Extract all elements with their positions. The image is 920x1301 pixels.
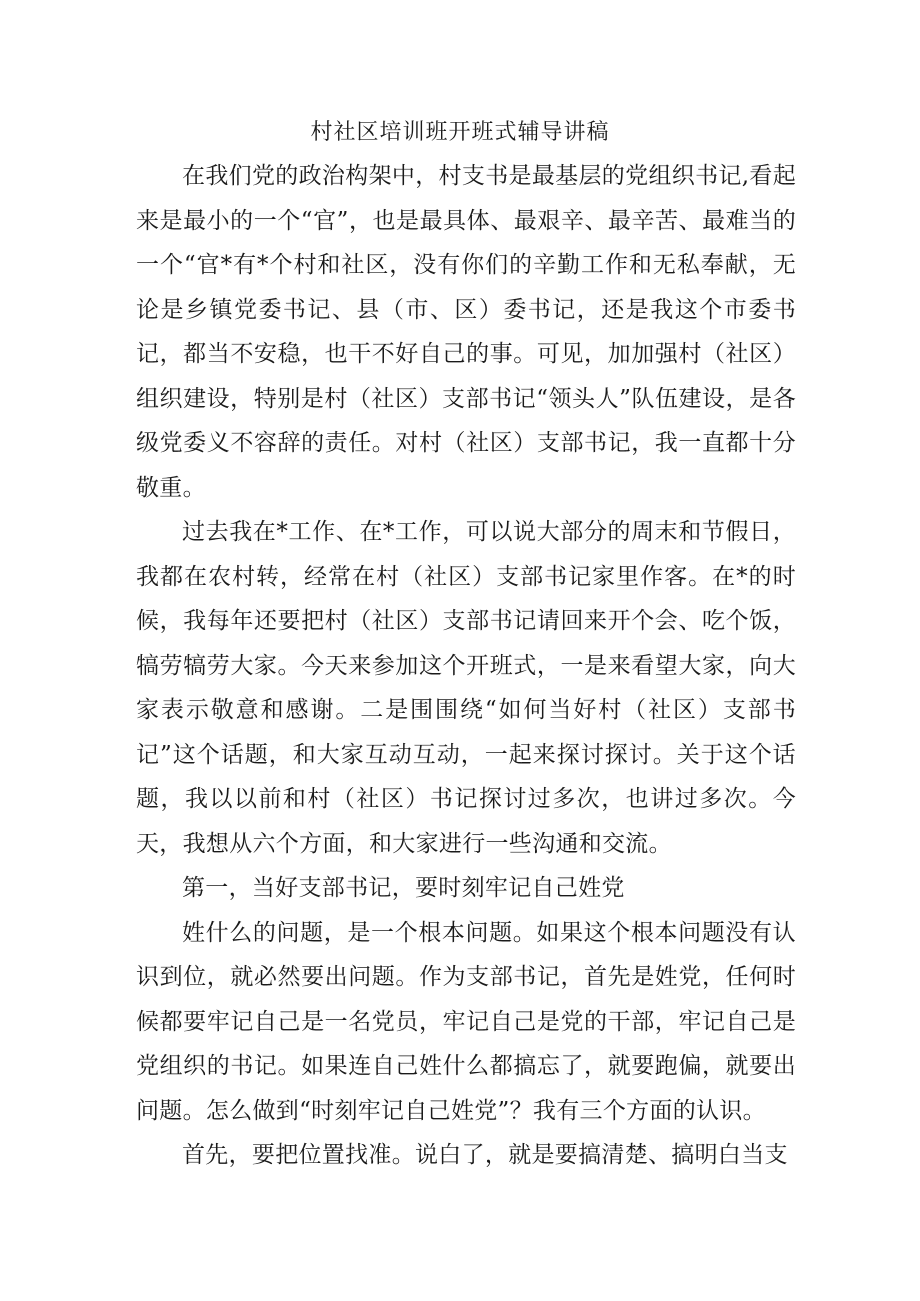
document-title: 村社区培训班开班式辅导讲稿	[310, 120, 610, 145]
paragraph-past-work: 过去我在*工作、在*工作，可以说大部分的周末和节假日，我都在农村转，经常在村（社区）支部书记家里作客。在*的时候，我每年还要把村（社区）支部书记请回来开个会、吃个饭，犒劳犒劳大家。今天来参加这个开班式，一是来看望大家，向大家表示敬意和感谢。二是围围绕“如何当好村（社区）支部书记”这个话题，和大家互动互动，一起来探讨探讨。关于这个话题，我以以前和村（社区）书记探讨过多次，也讲过多次。今天，我想从六个方面，和大家进行一些沟通和交流。	[136, 519, 796, 857]
paragraph-intro: 在我们党的政治构架中，村支书是最基层的党组织书记,看起来是最小的一个“官”，也是最具体、最艰辛、最辛苦、最难当的一个“官*有*个村和社区，没有你们的辛勤工作和无私奉献，无论是乡镇党委书记、县（市、区）委书记，还是我这个市委书记，都当不安稳，也干不好自己的事。可见，加加强村（社区）组织建设，特别是村（社区）支部书记“领头人”队伍建设，是各级党委义不容辞的责任。对村（社区）支部书记，我一直都十分敬重。	[136, 163, 796, 501]
paragraph-surname: 姓什么的问题，是一个根本问题。如果这个根本问题没有认识到位，就必然要出问题。作为支部书记，首先是姓党，任何时候都要牢记自己是一名党员，牢记自己是党的干部，牢记自己是党组织的书记。如果连自己姓什么都搞忘了，就要跑偏，就要出问题。怎么做到“时刻牢记自己姓党”？我有三个方面的认识。	[136, 919, 796, 1124]
paragraph-position: 首先，要把位置找准。说白了，就是要搞清楚、搞明白当支	[182, 1142, 788, 1168]
section-heading-first: 第一，当好支部书记，要时刻牢记自己姓党	[182, 875, 625, 901]
document-body	[136, 154, 796, 1178]
